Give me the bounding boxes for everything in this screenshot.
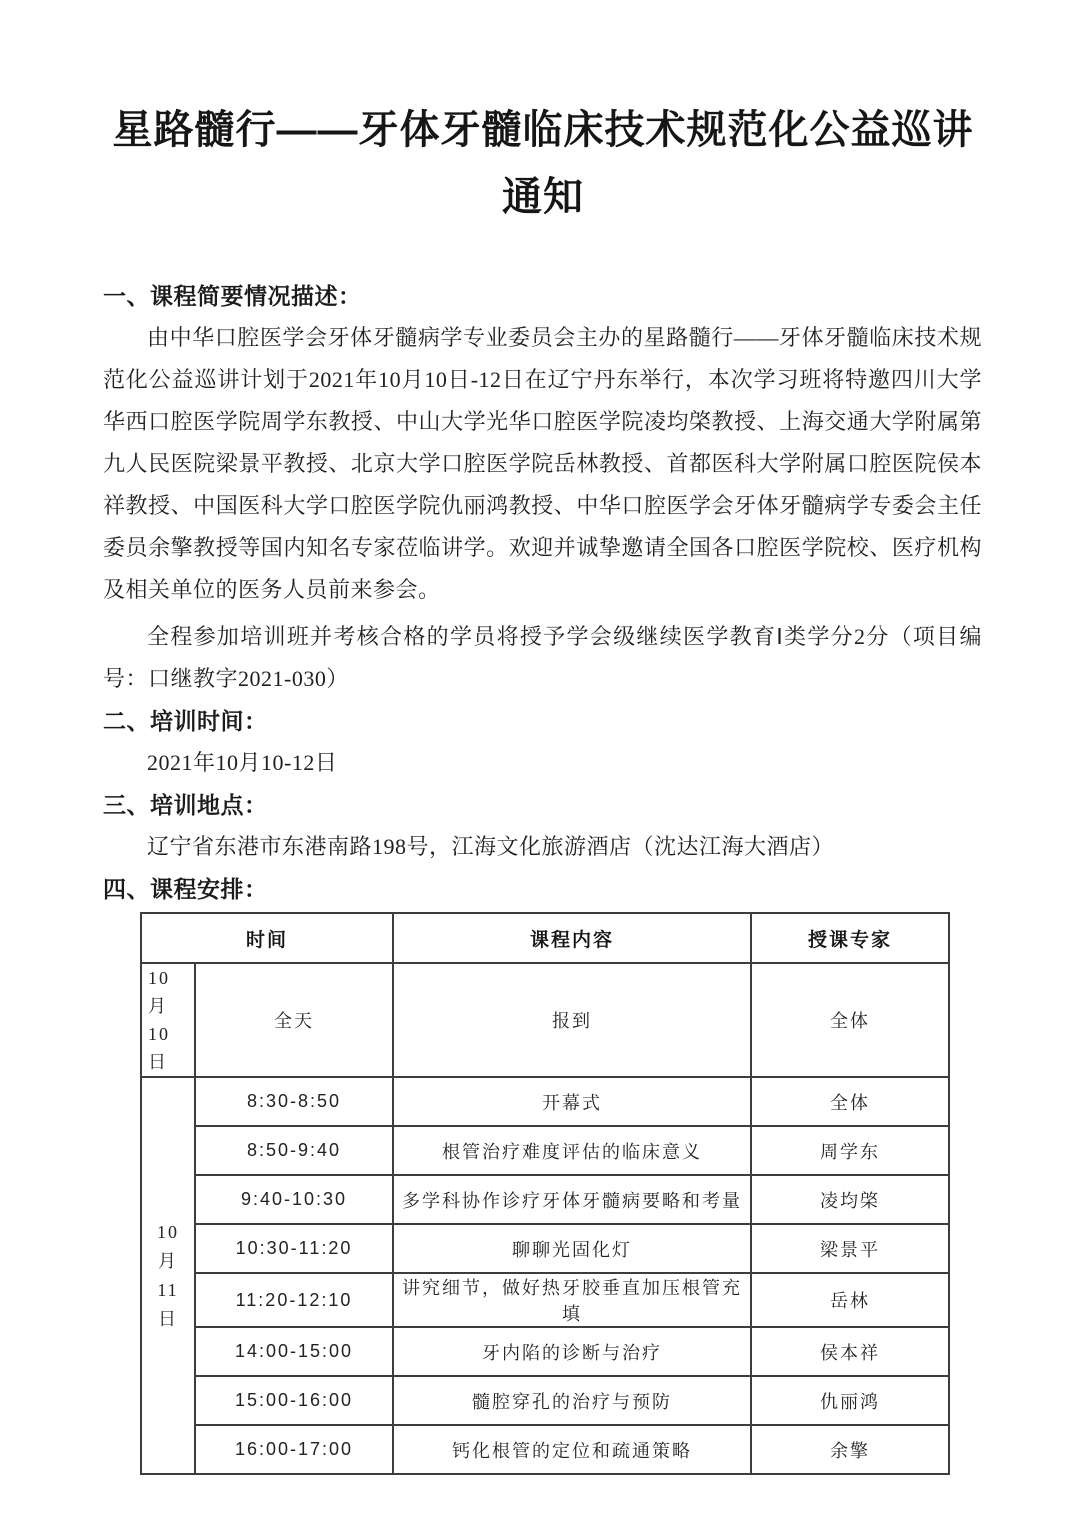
schedule-header-time: 时间 bbox=[141, 913, 393, 963]
speaker-cell: 仇丽鸿 bbox=[751, 1376, 949, 1425]
document-body bbox=[103, 275, 982, 1475]
time-cell: 9:40-10:30 bbox=[195, 1175, 393, 1224]
date-oct10-line1: 10 月 bbox=[148, 968, 170, 1016]
time-cell: 8:30-8:50 bbox=[195, 1077, 393, 1126]
table-row bbox=[141, 963, 949, 1077]
date-oct11-line1: 10 bbox=[157, 1221, 179, 1242]
speaker-cell: 全体 bbox=[751, 1077, 949, 1126]
content-cell: 牙内陷的诊断与治疗 bbox=[393, 1327, 751, 1376]
table-row bbox=[141, 1224, 949, 1273]
speaker-cell: 侯本祥 bbox=[751, 1327, 949, 1376]
document-title-line1: 星路髓行——牙体牙髓临床技术规范化公益巡讲 bbox=[112, 108, 974, 152]
schedule-table bbox=[140, 912, 950, 1475]
time-cell: 15:00-16:00 bbox=[195, 1376, 393, 1425]
time-cell: 16:00-17:00 bbox=[195, 1425, 393, 1474]
date-cell-oct11 bbox=[141, 1077, 195, 1474]
date-oct10-line2: 10 日 bbox=[148, 1024, 170, 1072]
content-cell: 根管治疗难度评估的临床意义 bbox=[393, 1126, 751, 1175]
schedule-header-speaker: 授课专家 bbox=[751, 913, 949, 963]
speaker-cell: 全体 bbox=[751, 963, 949, 1077]
table-row bbox=[141, 1077, 949, 1126]
time-cell: 10:30-11:20 bbox=[195, 1224, 393, 1273]
time-cell: 8:50-9:40 bbox=[195, 1126, 393, 1175]
section1-paragraph1: 由中华口腔医学会牙体牙髓病学专业委员会主办的星路髓行——牙体牙髓临床技术规范化公益巡讲计划于2021年10月10日-12日在辽宁丹东举行，本次学习班将特邀四川大学华西口腔医学院周学东教授、中山大学光华口腔医学院凌均棨教授、上海交通大学附属第九人民医院梁景平教授、北京大学口腔医学院岳林教授、首都医科大学附属口腔医院侯本祥教授、中国医科大学口腔医学院仇丽鸿教授、中华口腔医学会牙体牙髓病学专委会主任委员余擎教授等国内知名专家莅临讲学。欢迎并诚挚邀请全国各口腔医学院校、医疗机构及相关单位的医务人员前来参会。 bbox=[103, 325, 982, 602]
speaker-cell: 周学东 bbox=[751, 1126, 949, 1175]
time-cell: 14:00-15:00 bbox=[195, 1327, 393, 1376]
table-row bbox=[141, 1327, 949, 1376]
date-cell-oct10 bbox=[141, 963, 195, 1077]
content-cell: 开幕式 bbox=[393, 1077, 751, 1126]
content-cell: 讲究细节，做好热牙胶垂直加压根管充填 bbox=[393, 1273, 751, 1327]
speaker-cell: 岳林 bbox=[751, 1273, 949, 1327]
section4-heading: 四、课程安排： bbox=[103, 876, 268, 902]
content-cell: 报到 bbox=[393, 963, 751, 1077]
section1-paragraph2: 全程参加培训班并考核合格的学员将授予学会级继续医学教育Ⅰ类学分2分（项目编号：口继教字2021-030） bbox=[103, 624, 982, 691]
table-row bbox=[141, 1376, 949, 1425]
table-row bbox=[141, 1273, 949, 1327]
schedule-header-row bbox=[141, 913, 949, 963]
time-cell: 全天 bbox=[195, 963, 393, 1077]
date-oct11-line4: 日 bbox=[158, 1308, 178, 1329]
speaker-cell: 余擎 bbox=[751, 1425, 949, 1474]
document-title-line2: 通知 bbox=[502, 175, 584, 219]
section2-heading: 二、培训时间： bbox=[103, 708, 268, 734]
table-row bbox=[141, 1126, 949, 1175]
document-title bbox=[0, 0, 1086, 231]
content-cell: 髓腔穿孔的治疗与预防 bbox=[393, 1376, 751, 1425]
time-cell: 11:20-12:10 bbox=[195, 1273, 393, 1327]
content-cell: 钙化根管的定位和疏通策略 bbox=[393, 1425, 751, 1474]
table-row bbox=[141, 1175, 949, 1224]
date-oct11-line2: 月 bbox=[158, 1250, 178, 1271]
speaker-cell: 梁景平 bbox=[751, 1224, 949, 1273]
table-row bbox=[141, 1425, 949, 1474]
section1-heading: 一、课程简要情况描述： bbox=[103, 283, 362, 309]
section3-content: 辽宁省东港市东港南路198号，江海文化旅游酒店（沈达江海大酒店） bbox=[147, 834, 835, 859]
content-cell: 聊聊光固化灯 bbox=[393, 1224, 751, 1273]
date-oct11-line3: 11 bbox=[157, 1279, 179, 1300]
section2-content: 2021年10月10-12日 bbox=[147, 750, 338, 775]
content-cell: 多学科协作诊疗牙体牙髓病要略和考量 bbox=[393, 1175, 751, 1224]
schedule-header-content: 课程内容 bbox=[393, 913, 751, 963]
section3-heading: 三、培训地点： bbox=[103, 792, 268, 818]
speaker-cell: 凌均棨 bbox=[751, 1175, 949, 1224]
